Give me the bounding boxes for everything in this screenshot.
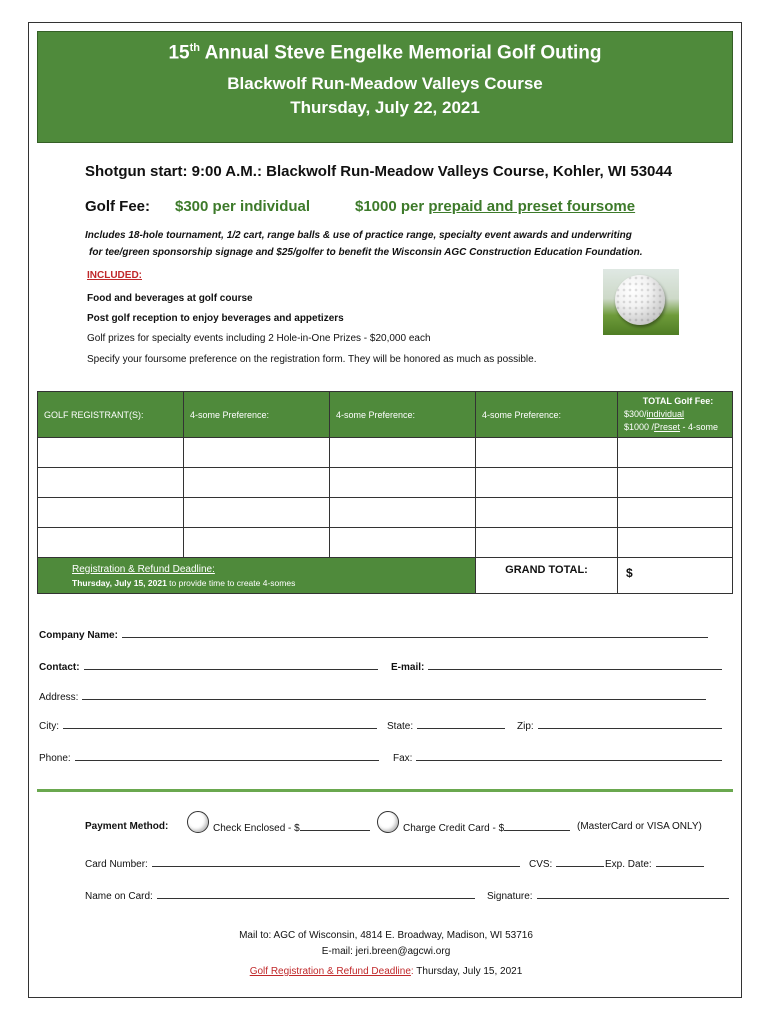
total-cell[interactable] [618,498,733,528]
total-preset-word: Preset [654,422,681,432]
total-cell[interactable] [618,468,733,498]
check-amount-line[interactable] [300,821,370,831]
preference-cell[interactable] [184,528,330,558]
name-on-card-field[interactable] [85,889,475,902]
golf-fee-individual: $300 per individual [175,198,311,215]
section-divider [37,789,733,792]
phone-field[interactable] [39,751,379,764]
address-line[interactable] [82,690,706,700]
email-line[interactable] [428,660,722,670]
deadline-banner [38,558,476,594]
card-types: (MasterCard or VISA ONLY) [577,821,702,832]
table-row [38,528,733,558]
charge-card-label: Charge Credit Card - $ [403,823,505,834]
final-deadline [29,966,743,977]
email-label: E-mail: [391,662,425,673]
grand-total-value[interactable]: $ [618,558,733,594]
event-title [38,42,732,64]
included-item: Golf prizes for specialty events including 2 Hole-in-One Prizes - $20,000 each [87,333,431,344]
final-deadline-date: Thursday, July 15, 2021 [413,966,523,977]
exp-date-field[interactable] [605,857,704,870]
registrant-cell[interactable] [38,498,184,528]
registrant-table [37,391,733,594]
charge-card-field[interactable] [403,821,570,834]
address-field[interactable] [39,690,706,703]
total-fee-foursome [624,422,718,432]
payment-method-text: Payment Method: [85,821,169,832]
table-row [38,468,733,498]
preference-cell[interactable] [330,498,476,528]
check-radio[interactable] [187,811,209,833]
includes-text [85,227,642,261]
col-header-total-fee [618,392,733,438]
check-enclosed-field[interactable] [213,821,370,834]
contact-label: Contact: [39,662,80,673]
email-field[interactable] [391,660,722,673]
preference-cell[interactable] [330,468,476,498]
zip-line[interactable] [538,719,722,729]
title-suffix: th [189,42,200,54]
final-deadline-colon: : [410,966,414,977]
includes-line-2: for tee/green sponsorship signage and $25/golfer to benefit the Wisconsin AGC Construction Education Foundation. [89,247,643,258]
charge-amount-line[interactable] [504,821,570,831]
cvs-field[interactable] [529,857,604,870]
city-label: City: [39,721,59,732]
final-deadline-label: Golf Registration & Refund Deadline [249,966,411,977]
zip-field[interactable] [517,719,722,732]
preference-cell[interactable] [476,468,618,498]
card-number-line[interactable] [152,857,520,867]
signature-label: Signature: [487,891,533,902]
total-individual-word: individual [646,409,685,419]
zip-label: Zip: [517,721,534,732]
registration-form-page [28,22,742,998]
grand-total-label: GRAND TOTAL: [476,558,618,594]
name-on-card-line[interactable] [157,889,475,899]
contact-line[interactable] [84,660,378,670]
fax-line[interactable] [416,751,722,761]
included-item: Food and beverages at golf course [87,293,253,304]
signature-field[interactable] [487,889,729,902]
total-cell[interactable] [618,528,733,558]
company-name-label: Company Name: [39,630,118,641]
shotgun-start: Shotgun start: 9:00 A.M.: Blackwolf Run-Meadow Valleys Course, Kohler, WI 53044 [85,163,673,180]
registrant-cell[interactable] [38,438,184,468]
registrant-cell[interactable] [38,528,184,558]
name-on-card-label: Name on Card: [85,891,153,902]
cvs-label: CVS: [529,859,553,870]
included-heading: INCLUDED: [87,270,142,281]
fax-field[interactable] [393,751,722,764]
state-field[interactable] [387,719,505,732]
event-date: Thursday, July 22, 2021 [290,98,480,118]
deadline-note [72,578,475,588]
preference-cell[interactable] [476,528,618,558]
state-label: State: [387,721,414,732]
table-row [38,438,733,468]
phone-line[interactable] [75,751,379,761]
total-fee-individual [624,409,684,419]
col-header-preference-1: 4-some Preference: [184,392,330,438]
deadline-title: Registration & Refund Deadline: [72,563,215,575]
col-header-preference-2: 4-some Preference: [330,392,476,438]
check-enclosed-label: Check Enclosed - $ [213,823,300,834]
mail-email: E-mail: jeri.breen@agcwi.org [321,946,451,957]
mail-to-address: Mail to: AGC of Wisconsin, 4814 E. Broadway, Madison, WI 53716 [239,930,533,941]
total-cell[interactable] [618,438,733,468]
payment-method-label [85,821,168,832]
fee-foursome-prefix: $1000 per [355,198,429,215]
state-line[interactable] [417,719,505,729]
deadline-note-text: to provide time to create 4-somes [166,577,296,588]
fee-foursome-underlined: prepaid and preset foursome [428,198,636,215]
golf-ball-image [603,269,679,335]
city-field[interactable] [39,719,377,732]
preference-cell[interactable] [330,528,476,558]
cvs-line[interactable] [556,857,604,867]
golf-fee-foursome [355,198,635,215]
total-individual-price: $300/ [624,409,647,419]
contact-field[interactable] [39,660,378,673]
col-header-registrants: GOLF REGISTRANT(S): [38,392,184,438]
table-row [38,498,733,528]
registrant-cell[interactable] [38,468,184,498]
included-item: Post golf reception to enjoy beverages and appetizers [87,313,344,324]
address-label: Address: [39,692,79,703]
preference-cell[interactable] [330,438,476,468]
phone-label: Phone: [39,753,71,764]
preference-cell[interactable] [184,468,330,498]
deadline-row [38,558,733,594]
golf-fee-label: Golf Fee: [85,198,151,215]
preference-cell[interactable] [476,498,618,528]
total-fee-title: TOTAL Golf Fee: [642,396,714,406]
fax-label: Fax: [393,753,413,764]
city-line[interactable] [63,719,377,729]
exp-date-line[interactable] [656,857,704,867]
deadline-date: Thursday, July 15, 2021 [72,577,167,588]
includes-line-1: Includes 18-hole tournament, 1/2 cart, range balls & use of practice range, specialty event awards and underwriting [85,230,632,241]
company-name-field[interactable] [39,628,708,641]
col-header-preference-3: 4-some Preference: [476,392,618,438]
golf-ball-icon [615,275,665,325]
preference-cell[interactable] [184,498,330,528]
preference-cell[interactable] [184,438,330,468]
total-foursome-price: $1000 / [624,422,655,432]
title-number: 15 [168,42,190,64]
preference-cell[interactable] [476,438,618,468]
title-rest: Annual Steve Engelke Memorial Golf Outing [200,42,602,64]
exp-date-label: Exp. Date: [605,859,652,870]
company-name-line[interactable] [122,628,708,638]
header-banner [37,31,733,143]
card-number-label: Card Number: [85,859,148,870]
charge-radio[interactable] [377,811,399,833]
card-number-field[interactable] [85,857,520,870]
included-item: Specify your foursome preference on the registration form. They will be honored as much as possible. [87,354,537,365]
total-foursome-word: - 4-some [680,422,719,432]
signature-line[interactable] [537,889,729,899]
event-course: Blackwolf Run-Meadow Valleys Course [227,74,543,94]
